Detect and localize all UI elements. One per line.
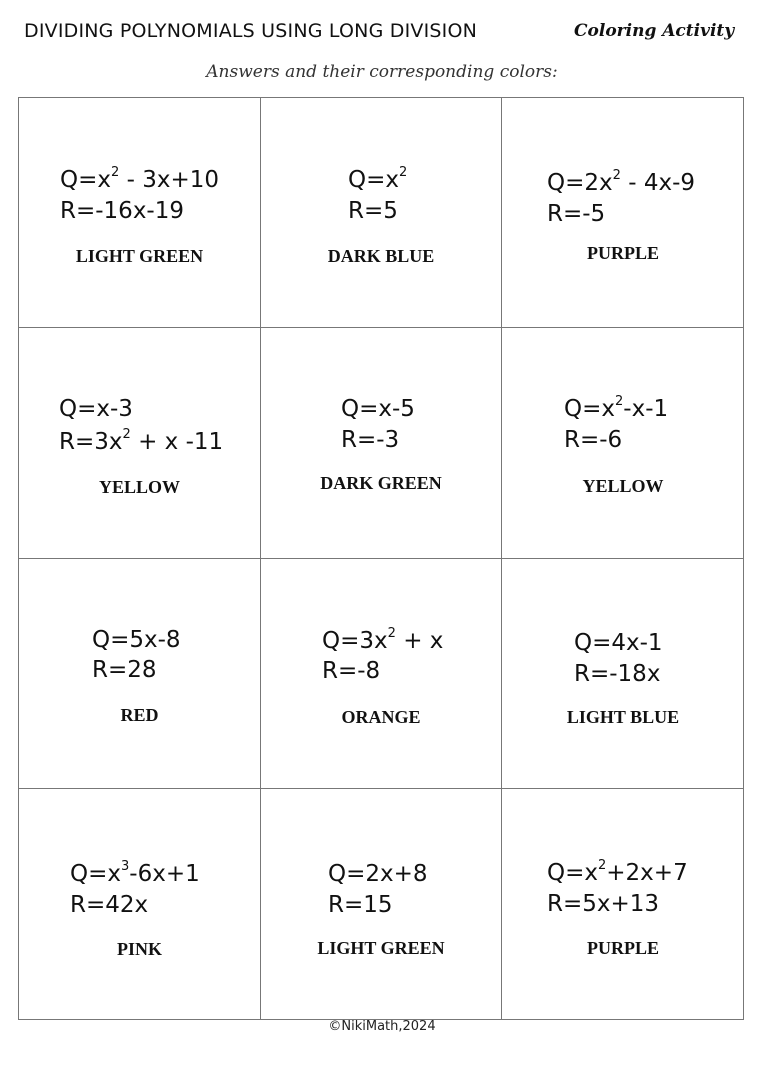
color-label: LIGHT GREEN <box>317 937 445 958</box>
remainder: R=-8 <box>322 657 381 684</box>
quotient: Q=5x-8 <box>92 626 181 653</box>
worksheet-subtitle: Answers and their corresponding colors: <box>206 62 558 82</box>
answer-cell <box>19 559 261 789</box>
color-label: PURPLE <box>587 937 659 958</box>
quotient: Q=x-3 <box>59 396 133 423</box>
quotient: Q=x-5 <box>341 396 415 423</box>
answer-grid <box>18 97 744 1020</box>
answer-cell <box>502 559 744 789</box>
answer-cell <box>502 328 744 558</box>
remainder: R=-3 <box>341 427 400 454</box>
remainder: R=5 <box>348 198 398 224</box>
quotient: $Q=x^2$ <box>348 165 408 193</box>
color-label: DARK GREEN <box>320 473 442 494</box>
color-label: LIGHT BLUE <box>566 706 680 727</box>
remainder: R=42x <box>70 891 149 918</box>
answer-cell <box>19 98 261 328</box>
remainder: R=-6 <box>564 427 623 454</box>
quotient: Q=4x-1 <box>574 629 663 656</box>
remainder: R=15 <box>328 891 393 918</box>
color-label: PURPLE <box>587 243 659 263</box>
color-label: RED <box>120 704 159 725</box>
quotient: $Q=x^2 - 3x+10$ <box>60 165 219 193</box>
answer-cell <box>502 789 744 1019</box>
answer-cell <box>19 789 261 1019</box>
answer-cell <box>261 328 502 558</box>
remainder: R=5x+13 <box>547 890 660 917</box>
worksheet-title: DIVIDING POLYNOMIALS USING LONG DIVISION <box>24 20 478 42</box>
copyright-footer: ©NikiMath,2024 <box>328 1019 436 1034</box>
color-label: DARK BLUE <box>327 246 435 266</box>
remainder: $R=3x^2 + x$ -11 <box>59 427 224 456</box>
remainder: R=-5 <box>547 201 606 227</box>
remainder: R=-16x-19 <box>60 198 184 224</box>
quotient: $Q=x^2+2x+7$ <box>547 857 688 886</box>
remainder: R=28 <box>92 656 157 683</box>
quotient: $Q=3x^2 + x$ <box>322 625 444 654</box>
answer-cell <box>261 98 502 328</box>
color-label: YELLOW <box>98 477 181 498</box>
answer-cell <box>502 98 744 328</box>
answer-cell <box>19 328 261 558</box>
quotient: $Q=2x^2 - 4x-9$ <box>547 168 696 196</box>
color-label: PINK <box>117 938 162 959</box>
color-label: YELLOW <box>582 476 664 497</box>
answer-cell <box>261 789 502 1019</box>
quotient: $Q=x^2-x-1$ <box>564 394 669 423</box>
answer-cell <box>261 559 502 789</box>
color-label: LIGHT GREEN <box>75 246 204 266</box>
activity-label: Coloring Activity <box>574 21 735 41</box>
color-label: ORANGE <box>341 706 421 727</box>
remainder: R=-18x <box>574 660 661 687</box>
quotient: $Q=x^3-6x+1$ <box>70 858 200 887</box>
quotient: Q=2x+8 <box>328 860 428 887</box>
